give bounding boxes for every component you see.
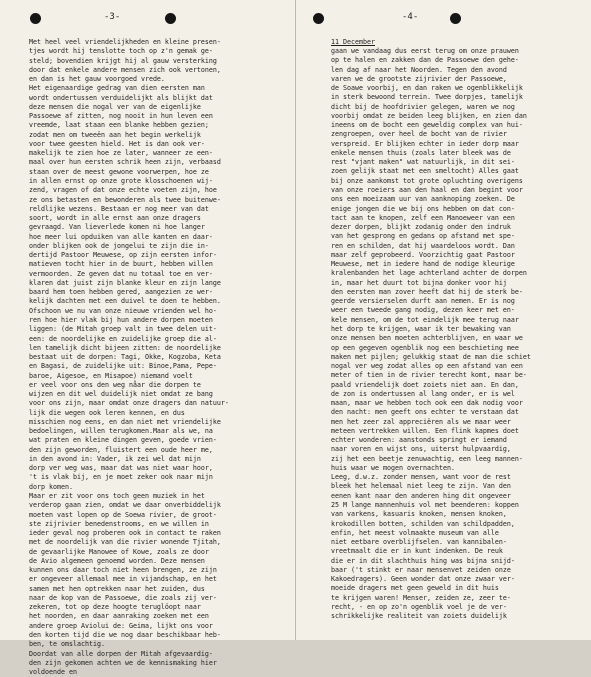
page-number: -4- (402, 12, 419, 22)
date-heading: 11 December (331, 38, 375, 46)
page-body-text: gaan we vandaag dus eerst terug om onze prauwen op te halen en zakken dan de Passoewe den gehe- len dag af naar het Noorden. Tegen den avond varen we de grootste zijrivier der Passoewe, de Soawe voorbij, en dan raken we ogenblikkelijk in sterk bewoond terrein. Twee dorpjes, tamelijk dicht bij de hoofdrivier gelegen, waren we nog voorbij omdat ze beiden leeg blijken, en zien dan ineens om de bocht een geweldig complex van hui- zengroepen, over heel de bocht van de rivier verspreid. Er blijken echter in ieder dorp maar enkele mensen thuis (zoals later bleek was de rest "vjant maken" wat natuurlijk, in dit sei- zoen gelijk staat met een smeltocht) Alles gaat bij onze aankomst tot grote opluchting overigens van onze roeiers aan den haal en dan begint voor ons een moeizaam uur van aanknoping zoeken. De enige jongen die we bij ons hebben om dat con- tact aan te knopen, zelf een Manoeweer van een dezer dorpen, blijkt zodanig onder den indruk van het gesprong en gedans op afstand met spe- ren en schilden, dat hij waardeloos wordt. Dan maar zelf geprobeerd. Voorzichtig gaat Pastoor Meuwese, met in iedere hand de nodige kleurige kralenbanden het lage achterland achter de dorpen in, maar het duurt tot bijna donker voor hij den eersten man zover heeft dat hij de sterk be- geerde versierselen durft aan nemen. Er is nog weer een tweede gang nodig, dezen keer met en- kele mensen, om de tot eindelijk mee terug naar het dorp te krijgen, waar ik ter bewaking van onze mensen ben moeten achterblijven, en waar we op een gegeven ogenblik nog een beschieting mee maken met pijlen; gelukkig staat de man die schiet nogal ver weg zodat alles op een afstand van een meter of tien in de rivier terecht komt, maar be- paald vriendelijk doet zoiets niet aan. En dan, de zon is ondertussen al lang onder, er is wel maan, maar we hebben toch ook een dak nodig voor den nacht: men geeft ons echter te verstaan dat men het zeer zal appreciëren als we maar weer meteen vertrekken willen. Een flink kapmes doet echter wonderen: aanstonds springt er iemand naar voren en wijst ons, uiterst hulpvaardig, zij het een beetje zenuwachtig, een leeg mannen- huis waar we mogen overnachten. Leeg, d.w.z. zonder mensen, want voor de rest bleek het helemaal niet leeg te zijn. Van den eenen kant naar den anderen hing dit ongeveer 25 M lange mannenhuis vol met beenderen: koppen van varkens, kasuaris knoken, mensen knoken, krokodillen botten, schilden van schildpadden, enfin, het meest volmaakte museum van alle niet eetbare overblijfselen. van kannibalen- vreetmaalt die er in kunt indenken. De reuk die er in dit slachthuis hing was bijna snijd- baar ('t stinkt er naar mensenvet zeiden onze Kakoedragers). Geen wonder dat onze zwaar ver- moeide dragers met geen geweld in dit huis te krijgen waren! Menser, zeiden ze, zeer te- recht, - en op zo'n ogenblik voel je de ver- schrikkelijke realiteit van zoiets duidelijk (331, 47, 531, 621)
punch-hole-icon (313, 13, 324, 24)
page-number: -3- (104, 12, 121, 22)
right-page (296, 0, 591, 640)
punch-hole-icon (30, 13, 41, 24)
page-body-text: Met heel veel vriendelijkheden en kleine presen- tjes wordt hij tenslotte toch op z'n gemak ge- steld; bovendien krijgt hij al gauw versterking door dat enkele andere mensen zich ook vertonen, en dan is het gauw voorgoed vrede. Het eigenaardige gedrag van dien eersten man wordt ondertussen verduidelijkt als blijkt dat deze mensen die nogal ver van de eigenlijke Passoewe af zitten, nog nooit in hun leven een vreemde, laat staan een blanke hebben gezien; zodat men om tweeën aan het begin werkelijk voor twee geesten hield. Het is dan ook ver- makelijk te zien hoe ze later, wanneer ze een- maal over hun eersten schrik heen zijn, verbaasd staan over de meest gewone voorwerpen, hoe ze in allen ernst op onze grote klosschoenen wij- zend, vragen of dat onze echte voeten zijn, hoe ze ons betasten en bewonderen als twee buitenwe- reldlijke wezens. Bestaan er nog meer van dat soort, wordt in alle ernst aan onze dragers gevraagd. Van lieverlede komen ni hoe langer hoe meer lui opduiken van alle kanten en daar- onder blijken ook de jongelui te zijn die in- dertijd Pastoor Meuwese, op zijn eersten infor- matieven tocht hier in de buurt, hebben willen vermoorden. Ze geven dat nu totaal toe en ver- klaren dat juist zijn blanke kleur en zijn lange baard hem toen hebben gered, aangezien ze wer- kelijk dachten met een duivel te doen te hebben. Ofschoon we nu van onze nieuwe vrienden wel ho- ren hoe hier vlak bij hun andere dorpen moeten liggen: (de Mitah groep valt in twee delen uit- een: de noordelijke en zuidelijke groep die al- len tamelijk dicht bijeen zitten: de noordelijke bestaat uit de dorpen: Tagi, Okke, Kogzoba, Keta en Bagasi, de zuidelijke uit: Binoe,Pama, Pepe- baroe, Aigesoe, en Misapoe) niemand voelt er veel voor ons den weg nåar die dorpen te wijzen en dit wel duidelijk niet omdat ze bang voor ons zijn, maar omdat onze dragers dan natuur- lijk die wegen ook leren kennen, en dus misschien nog eens, en dan niet met vriendelijke bedoelingen, willen terugkomen.Maar als we, na wat praten en kleine dingen geven, goede vrien- den zijn geworden, fluistert een oude heer me, in den avond in: Vader, ik zei wel dat mijn dorp ver weg was, maar dat was niet waar hoor, 't is vlak bij, en je moet zeker ook naar mijn dorp komen. Maar er zit voor ons toch geen muziek in het verderop gaan zien, omdat we daar onverbiddelijk moeten vast lopen op de Soewa rivier, de groot- ste zijrivier benedenstrooms, en we willen in ieder geval nog proberen ook in contact te raken met de noordelijk van die rivier wonende Tjitah, de gevaarlijke Manowee of Kowe, zoals ze door de Avio algemeen genoemd worden. Deze mensen kunnen ons daar toch niet heen brengen, ze zijn er ongeveer allemaal mee in vijandschap, en het samen met hen optrekken naar het zuiden, dus naar de kop van de Passoewe, die zoals zij ver- zekeren, tot op deze hoogte teruglöopt naar het noorden, en daar aanraking zoeken met een andere groep Aviolui de: Geima, lijkt ons voor den korten tijd die we nog daar beschikbaar heb- ben, te omslachtig. Doordat van alle dorpen der Mitah afgevaardig- den zijn gekomen achten we de kennismaking hier voldoende en (29, 38, 229, 677)
punch-hole-icon (450, 13, 461, 24)
punch-hole-icon (165, 13, 176, 24)
